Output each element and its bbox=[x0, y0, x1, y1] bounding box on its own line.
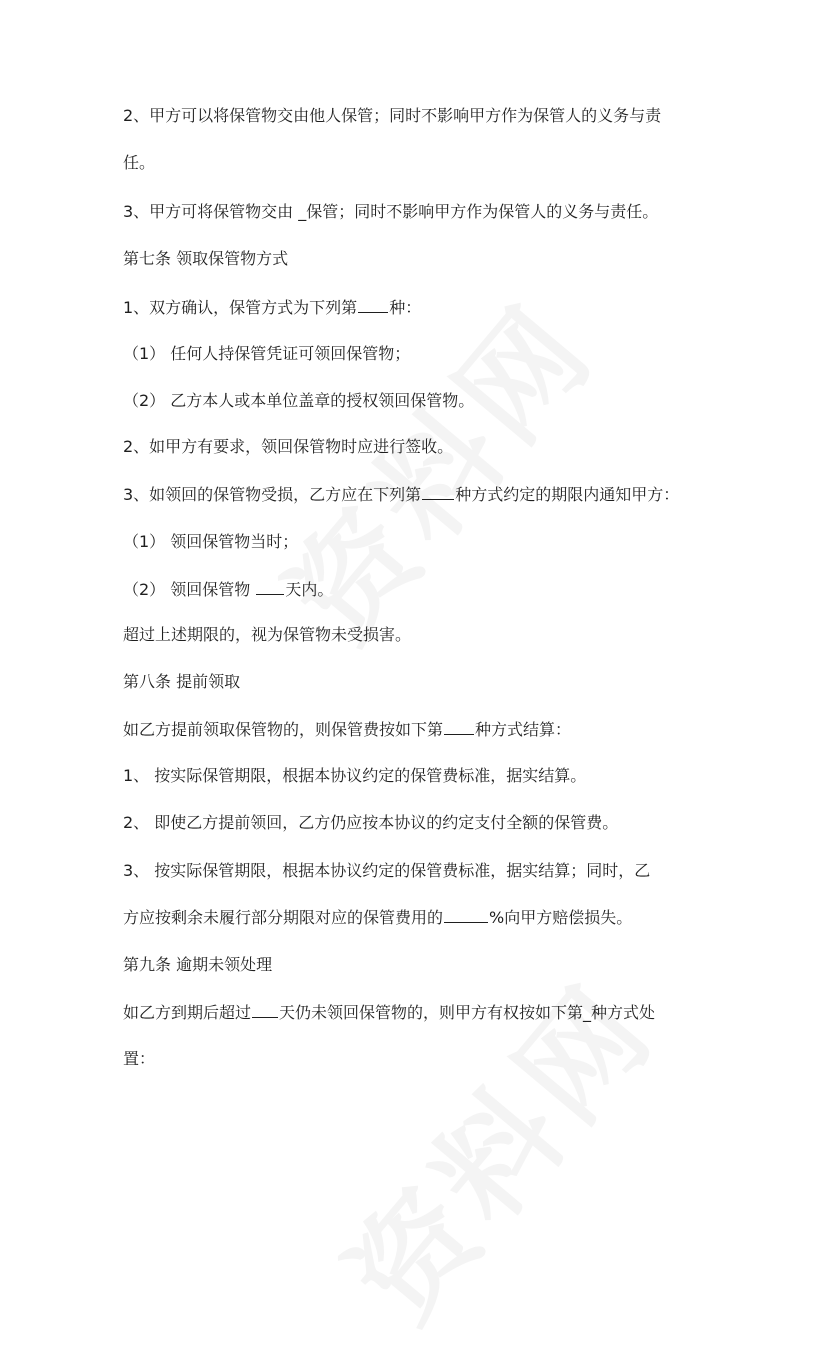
text: 2、甲方可以将保管物交由他人保管；同时不影响甲方作为保管人的义务与责 bbox=[123, 106, 662, 125]
list-item bbox=[123, 860, 650, 882]
text: 3、甲方可将保管物交由 _保管；同时不影响甲方作为保管人的义务与责任。 bbox=[123, 202, 659, 221]
paragraph-line bbox=[123, 906, 632, 929]
text: 3、 按实际保管期限，根据本协议约定的保管费标准，据实结算；同时，乙 bbox=[123, 861, 651, 880]
text: 第七条 领取保管物方式 bbox=[123, 249, 289, 268]
text: 如乙方到期后超过 bbox=[123, 1003, 252, 1022]
text: （1） 领回保管物当时； bbox=[123, 532, 299, 551]
text: 1、双方确认，保管方式为下列第 bbox=[123, 298, 358, 317]
text: 如乙方提前领取保管物的，则保管费按如下第 bbox=[123, 720, 444, 739]
fill-in-blank bbox=[252, 1001, 278, 1018]
paragraph-line bbox=[123, 624, 411, 646]
text: 1、 按实际保管期限，根据本协议约定的保管费标准，据实结算。 bbox=[123, 766, 587, 785]
text: 超过上述期限的，视为保管物未受损害。 bbox=[123, 625, 412, 644]
text: 3、如领回的保管物受损，乙方应在下列第 bbox=[123, 485, 422, 504]
fill-in-blank bbox=[444, 718, 474, 735]
text: %向甲方赔偿损失。 bbox=[489, 908, 633, 927]
text: （2） 乙方本人或本单位盖章的授权领回保管物。 bbox=[123, 391, 475, 410]
paragraph-line bbox=[123, 201, 658, 223]
text: 第八条 提前领取 bbox=[123, 672, 241, 691]
text: 天内。 bbox=[285, 580, 334, 599]
paragraph-line bbox=[123, 483, 679, 506]
text: 第九条 逾期未领处理 bbox=[123, 955, 273, 974]
paragraph-line bbox=[123, 152, 155, 174]
paragraph-line bbox=[123, 1048, 155, 1070]
section-heading bbox=[123, 248, 288, 270]
text: 置： bbox=[123, 1049, 156, 1068]
text: 2、如甲方有要求，领回保管物时应进行签收。 bbox=[123, 437, 454, 456]
list-item bbox=[123, 578, 333, 601]
section-heading bbox=[123, 671, 240, 693]
text: 天仍未领回保管物的，则甲方有权按如下第_种方式处 bbox=[279, 1003, 656, 1022]
text: 种： bbox=[389, 298, 422, 317]
text: 任。 bbox=[123, 153, 156, 172]
paragraph-line bbox=[123, 436, 453, 458]
watermark bbox=[244, 261, 626, 670]
fill-in-blank bbox=[444, 906, 488, 923]
paragraph-line bbox=[123, 718, 571, 741]
fill-in-blank bbox=[422, 483, 454, 500]
section-heading bbox=[123, 954, 272, 976]
list-item bbox=[123, 531, 298, 553]
list-item bbox=[123, 765, 586, 787]
fill-in-blank bbox=[358, 296, 388, 313]
list-item bbox=[123, 343, 410, 365]
paragraph-line bbox=[123, 296, 421, 319]
text: （2） 领回保管物 bbox=[123, 580, 256, 599]
text: 2、 即使乙方提前领回，乙方仍应按本协议的约定支付全额的保管费。 bbox=[123, 813, 619, 832]
list-item bbox=[123, 390, 474, 412]
list-item bbox=[123, 812, 618, 834]
text: 种方式约定的期限内通知甲方： bbox=[455, 485, 680, 504]
text: 方应按剩余未履行部分期限对应的保管费用的 bbox=[123, 908, 444, 927]
paragraph-line bbox=[123, 1001, 655, 1024]
text: 种方式结算： bbox=[475, 720, 572, 739]
text: （1） 任何人持保管凭证可领回保管物； bbox=[123, 344, 411, 363]
fill-in-blank bbox=[256, 578, 284, 595]
paragraph-line bbox=[123, 105, 661, 127]
